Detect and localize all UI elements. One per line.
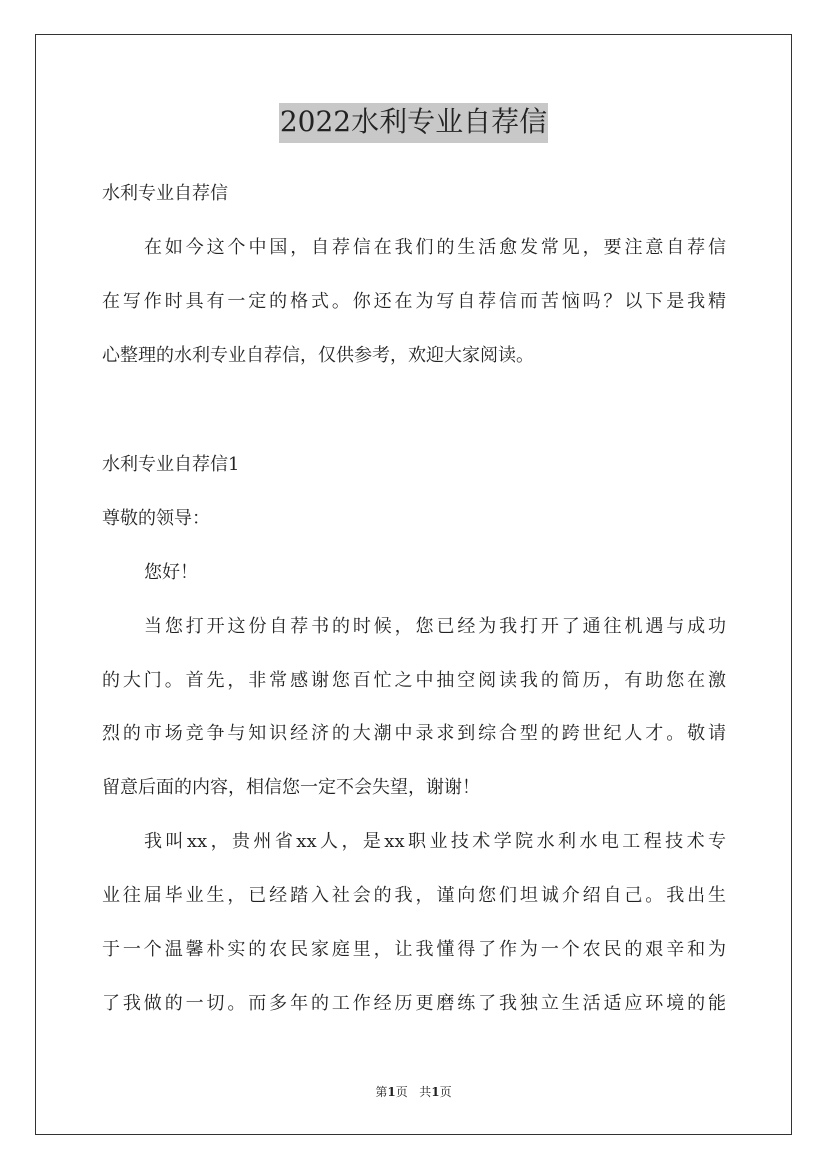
paragraph-line: 的大门。首先，非常感谢您百忙之中抽空阅读我的简历，有助您在激 [102, 670, 726, 691]
intro-line: 在写作时具有一定的格式。你还在为写自荐信而苦恼吗？以下是我精 [102, 291, 726, 312]
paragraph-line: 业往届毕业生，已经踏入社会的我，谨向您们坦诚介绍自己。我出生 [102, 885, 726, 906]
paragraph-line: 当您打开这份自荐书的时候，您已经为我打开了通往机遇与成功 [144, 616, 726, 637]
intro-line: 在如今这个中国，自荐信在我们的生活愈发常见，要注意自荐信 [144, 237, 726, 258]
paragraph-line: 了我做的一切。而多年的工作经历更磨练了我独立生活适应环境的能 [102, 993, 726, 1014]
footer-total-prefix: 共 [419, 1085, 432, 1099]
page-footer [0, 1084, 827, 1100]
footer-total-suffix: 页 [439, 1085, 452, 1099]
paragraph-line: 留意后面的内容，相信您一定不会失望，谢谢！ [102, 777, 480, 798]
intro-line: 心整理的水利专业自荐信，仅供参考，欢迎大家阅读。 [102, 345, 534, 366]
paragraph-line: 于一个温馨朴实的农民家庭里，让我懂得了作为一个农民的艰辛和为 [102, 939, 726, 960]
footer-page-prefix: 第 [375, 1085, 388, 1099]
paragraph-line: 烈的市场竞争与知识经济的大潮中录求到综合型的跨世纪人才。敬请 [102, 723, 726, 744]
document-title-text: 2022水利专业自荐信 [279, 103, 548, 143]
footer-total-number: 1 [431, 1085, 440, 1099]
footer-page-suffix: 页 [395, 1085, 408, 1099]
paragraph-line: 我叫xx，贵州省xx人，是xx职业技术学院水利水电工程技术专 [144, 831, 726, 852]
greeting: 您好！ [144, 562, 198, 583]
letter-heading: 水利专业自荐信1 [102, 454, 240, 475]
footer-page-number: 1 [387, 1085, 396, 1099]
subtitle: 水利专业自荐信 [102, 183, 228, 204]
salutation: 尊敬的领导： [102, 508, 210, 529]
document-title [0, 103, 827, 143]
